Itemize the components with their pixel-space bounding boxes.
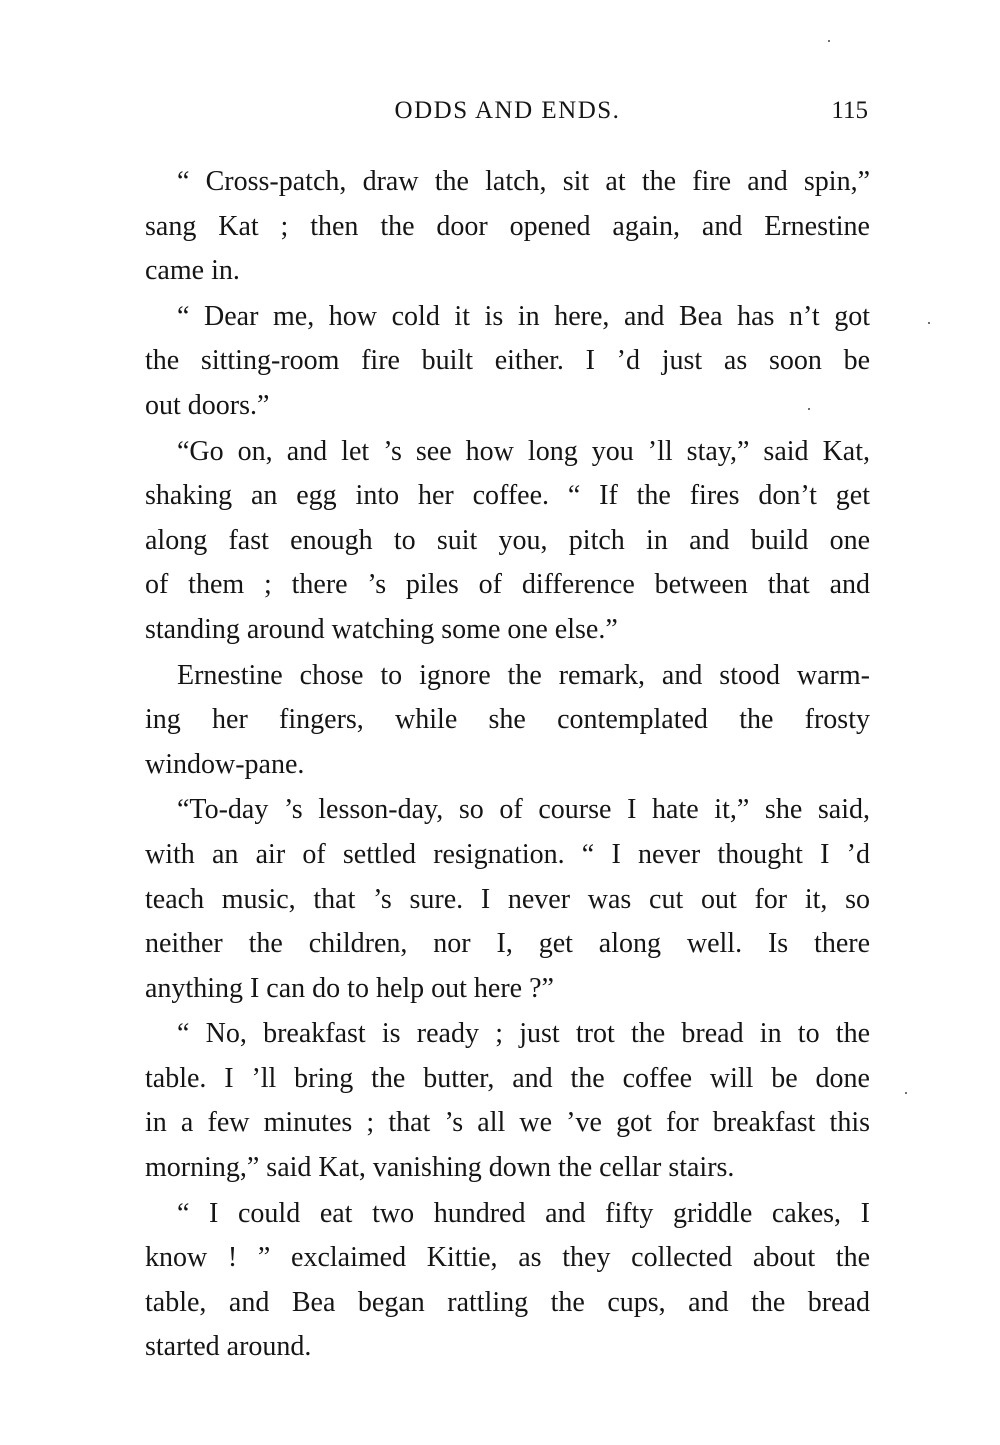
- body-text: [145, 160, 870, 1370]
- text-line: ing her fingers, while she contemplated the frosty: [145, 704, 870, 736]
- text-line: along fast enough to suit you, pitch in and build one: [145, 524, 870, 556]
- text-line: “ Cross-patch, draw the latch, sit at the fire and spin,”: [177, 166, 870, 197]
- text-line: the sitting-room fire built either. I ’d just as soon be: [145, 345, 870, 377]
- text-line: “To-day ’s lesson-day, so of course I hate it,” she said,: [177, 794, 870, 826]
- text-line: started around.: [145, 1331, 312, 1363]
- text-line: shaking an egg into her coffee. “ If the fires don’t get: [145, 480, 870, 512]
- scan-speck: [828, 40, 830, 42]
- text-line: in a few minutes ; that ’s all we ’ve got for breakfast this: [145, 1107, 870, 1139]
- text-line: of them ; there ’s piles of difference between that and: [145, 569, 870, 601]
- text-line: “Go on, and let ’s see how long you ’ll stay,” said Kat,: [177, 435, 870, 467]
- text-line: window-pane.: [145, 748, 305, 780]
- text-line: “ No, breakfast is ready ; just trot the bread in to the: [177, 1018, 870, 1050]
- text-line: came in.: [145, 255, 240, 287]
- text-line: morning,” said Kat, vanishing down the cellar stairs.: [145, 1152, 735, 1184]
- scan-speck: [808, 408, 810, 410]
- text-line: “ I could eat two hundred and fifty griddle cakes, I: [177, 1197, 870, 1229]
- text-line: with an air of settled resignation. “ I never thought I ’d: [145, 838, 870, 870]
- text-line: Ernestine chose to ignore the remark, and stood warm-: [177, 659, 870, 691]
- text-line: table, and Bea began rattling the cups, and the bread: [145, 1286, 870, 1318]
- text-line: table. I ’ll bring the butter, and the coffee will be done: [145, 1062, 870, 1094]
- page-number: 115: [831, 97, 868, 124]
- running-head: ODDS AND ENDS.: [394, 97, 621, 124]
- text-line: anything I can do to help out here ?”: [145, 972, 554, 1004]
- text-line: out doors.”: [145, 389, 270, 421]
- text-line: “ Dear me, how cold it is in here, and Bea has n’t got: [177, 300, 870, 332]
- scan-speck: [905, 1092, 907, 1094]
- text-line: sang Kat ; then the door opened again, and Ernestine: [145, 210, 870, 242]
- text-line: neither the children, nor I, get along well. Is there: [145, 928, 870, 960]
- scan-speck: [928, 322, 930, 324]
- text-line: know ! ” exclaimed Kittie, as they collected about the: [145, 1242, 870, 1274]
- text-line: teach music, that ’s sure. I never was cut out for it, so: [145, 883, 870, 915]
- text-line: standing around watching some one else.”: [145, 613, 618, 645]
- page-header: [145, 97, 870, 137]
